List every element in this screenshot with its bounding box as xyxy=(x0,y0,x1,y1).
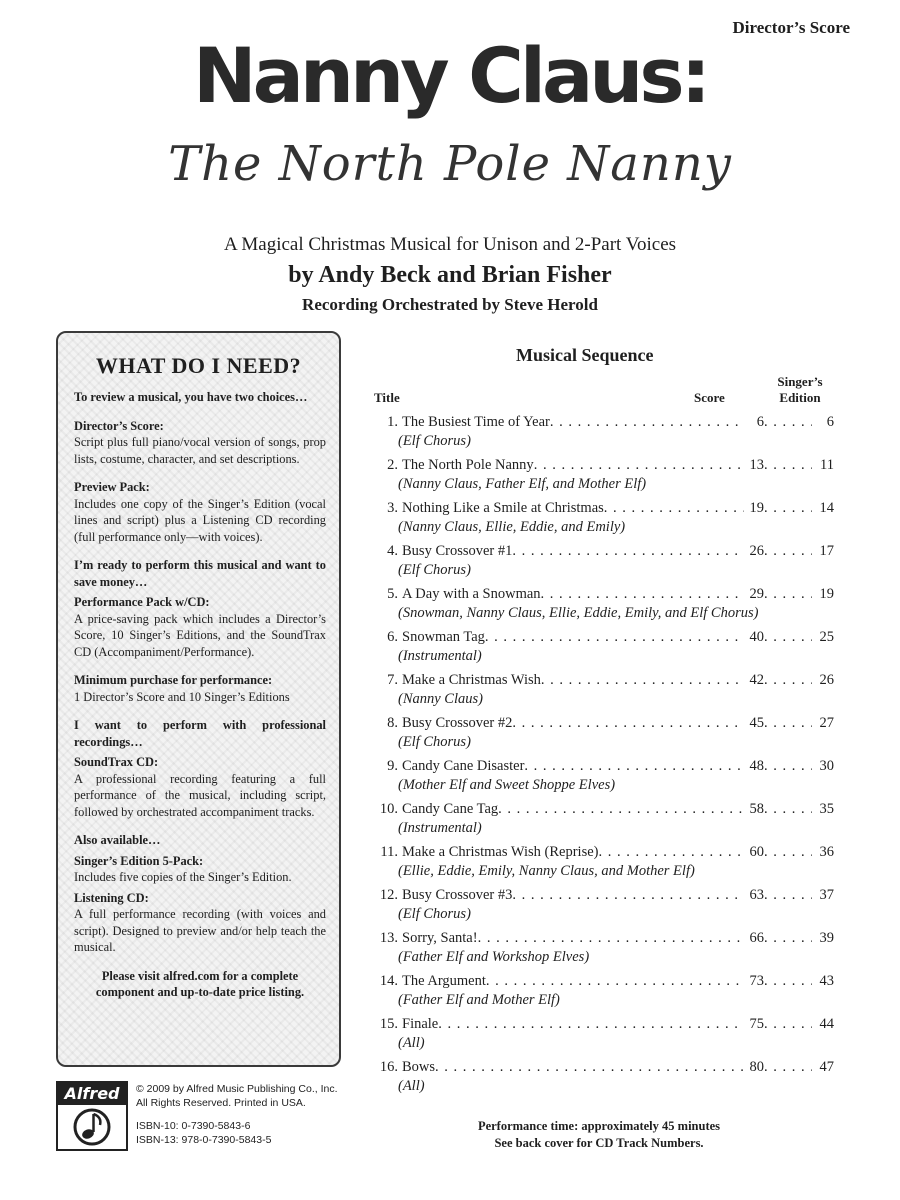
five-pack-head: Singer’s Edition 5-Pack: xyxy=(74,853,204,868)
sequence-entry xyxy=(374,1058,834,1096)
entry-performers: (All) xyxy=(398,1078,425,1094)
leader-dots xyxy=(764,886,812,905)
entry-score-page: 42 xyxy=(749,672,764,688)
entry-number: 7. xyxy=(387,672,398,688)
entry-performers: (Instrumental) xyxy=(398,648,482,664)
entry-title: Candy Cane Tag xyxy=(402,801,499,817)
also-available: Also available… xyxy=(74,833,161,847)
entry-singers-page: 37 xyxy=(819,887,834,903)
entry-number: 8. xyxy=(387,715,398,731)
entry-score-page: 48 xyxy=(749,758,764,774)
leader-dots xyxy=(498,800,744,819)
entry-number: 11. xyxy=(380,844,398,860)
entry-number: 16. xyxy=(379,1059,398,1075)
entry-number: 5. xyxy=(387,586,398,602)
entry-singers-page: 44 xyxy=(819,1016,834,1032)
entry-singers-page: 19 xyxy=(819,586,834,602)
entry-performers: (Elf Chorus) xyxy=(398,734,471,750)
entry-singers-page: 14 xyxy=(819,500,834,516)
entry-performers: (Father Elf and Workshop Elves) xyxy=(398,949,590,965)
entry-score-page: 66 xyxy=(749,930,764,946)
performance-pack-text: A price-saving pack which includes a Director’s Score, 10 Singer’s Editions, and the SoundTrax CD (Accompaniment/Performance). xyxy=(74,611,326,659)
sequence-entry xyxy=(374,800,834,838)
entry-title: The Busiest Time of Year xyxy=(402,414,550,430)
leader-dots xyxy=(764,757,812,776)
preview-pack-section xyxy=(74,479,326,545)
sequence-entry xyxy=(374,1015,834,1053)
sequence-entry xyxy=(374,843,834,881)
musical-sequence-title: Musical Sequence xyxy=(516,345,654,365)
logo-name: Alfred xyxy=(58,1083,126,1105)
soundtrax-section xyxy=(74,754,326,820)
entry-score-page: 19 xyxy=(749,500,764,516)
leader-dots xyxy=(485,628,744,647)
entry-score-page: 40 xyxy=(749,629,764,645)
leader-dots xyxy=(764,972,812,991)
entry-title: The Argument xyxy=(402,973,486,989)
entry-performers: (Ellie, Eddie, Emily, Nanny Claus, and Mother Elf) xyxy=(398,863,695,879)
entry-number: 9. xyxy=(387,758,398,774)
leader-dots xyxy=(764,456,812,475)
entry-score-page: 13 xyxy=(749,457,764,473)
entry-performers: (Elf Chorus) xyxy=(398,906,471,922)
leader-dots xyxy=(764,542,812,561)
entry-score-page: 6 xyxy=(756,414,764,430)
isbn-block xyxy=(136,1119,271,1147)
copyright-line2: All Rights Reserved. Printed in USA. xyxy=(136,1097,306,1109)
entry-score-page: 63 xyxy=(749,887,764,903)
performance-pack-section xyxy=(74,594,326,660)
entry-score-page: 60 xyxy=(749,844,764,860)
entry-performers: (Snowman, Nanny Claus, Ellie, Eddie, Emily, and Elf Chorus) xyxy=(398,605,759,621)
leader-dots xyxy=(541,671,744,690)
entry-performers: (Elf Chorus) xyxy=(398,433,471,449)
sequence-entry xyxy=(374,972,834,1010)
sequence-entry xyxy=(374,499,834,537)
entry-singers-page: 6 xyxy=(826,414,834,430)
box-body xyxy=(74,389,326,1013)
back-cover-note: See back cover for CD Track Numbers. xyxy=(494,1136,704,1150)
entry-number: 4. xyxy=(387,543,398,559)
musical-description: A Magical Christmas Musical for Unison and 2-Part Voices xyxy=(223,234,677,255)
directors-score-head: Director’s Score: xyxy=(74,418,164,433)
orchestration-credit: Recording Orchestrated by Steve Herold xyxy=(302,295,598,314)
listening-head: Listening CD: xyxy=(74,890,149,905)
sequence-entry xyxy=(374,628,834,666)
leader-dots xyxy=(604,499,744,518)
sequence-entry xyxy=(374,886,834,924)
entry-score-page: 26 xyxy=(749,543,764,559)
minimum-purchase-section xyxy=(74,672,326,705)
sequence-entry xyxy=(374,671,834,709)
entry-singers-page: 35 xyxy=(819,801,834,817)
performance-pack-head: Performance Pack w/CD: xyxy=(74,595,210,609)
isbn13: ISBN-13: 978-0-7390-5843-5 xyxy=(136,1134,272,1146)
entry-score-page: 75 xyxy=(749,1016,764,1032)
entry-title: The North Pole Nanny xyxy=(402,457,534,473)
entry-title: Candy Cane Disaster xyxy=(402,758,525,774)
col-header-score: Score xyxy=(694,390,725,405)
entry-performers: (Instrumental) xyxy=(398,820,482,836)
entry-title: Make a Christmas Wish (Reprise) xyxy=(402,844,599,860)
entry-number: 2. xyxy=(387,457,398,473)
performance-info xyxy=(374,1118,824,1152)
leader-dots xyxy=(478,929,744,948)
sequence-entry xyxy=(374,413,834,451)
entry-performers: (Nanny Claus, Father Elf, and Mother Elf) xyxy=(398,476,647,492)
what-do-i-need-box xyxy=(56,331,341,1067)
performance-time: Performance time: approximately 45 minutes xyxy=(477,1119,721,1133)
entry-singers-page: 30 xyxy=(819,758,834,774)
entry-score-page: 45 xyxy=(749,715,764,731)
sequence-entry xyxy=(374,456,834,494)
entry-singers-page: 43 xyxy=(819,973,834,989)
entry-number: 14. xyxy=(379,973,398,989)
leader-dots xyxy=(438,1015,744,1034)
leader-dots xyxy=(764,628,812,647)
leader-dots xyxy=(764,929,812,948)
professional-text: I want to perform with professional recordings… xyxy=(74,718,326,749)
soundtrax-text: A professional recording featuring a full performance of the musical, including script, followed by orchestrated accompaniment tracks. xyxy=(74,771,326,819)
entry-title: Sorry, Santa! xyxy=(402,930,478,946)
listening-cd-section xyxy=(74,890,326,956)
entry-performers: (Father Elf and Mother Elf) xyxy=(398,992,560,1008)
entry-singers-page: 47 xyxy=(819,1059,834,1075)
preview-pack-head: Preview Pack: xyxy=(74,480,150,494)
leader-dots xyxy=(764,1058,812,1077)
entry-title: Bows xyxy=(402,1059,436,1075)
page-subtitle: The North Pole Nanny xyxy=(168,136,732,192)
page-title: Nanny Claus: xyxy=(193,31,707,120)
sequence-entry xyxy=(374,714,834,752)
entry-singers-page: 25 xyxy=(819,629,834,645)
leader-dots xyxy=(550,413,744,432)
sequence-entry xyxy=(374,929,834,967)
five-pack-text: Includes five copies of the Singer’s Edition. xyxy=(74,870,292,884)
leader-dots xyxy=(534,456,744,475)
minimum-text: 1 Director’s Score and 10 Singer’s Editions xyxy=(74,689,290,704)
entry-performers: (Nanny Claus) xyxy=(398,691,483,707)
alfred-logo xyxy=(56,1081,128,1151)
entry-title: A Day with a Snowman xyxy=(402,586,541,602)
entry-number: 13. xyxy=(379,930,398,946)
directors-score-section xyxy=(74,418,326,468)
copyright-notice xyxy=(136,1082,338,1110)
entry-title: Finale xyxy=(402,1016,439,1032)
entry-number: 1. xyxy=(387,414,398,430)
entry-title: Snowman Tag xyxy=(402,629,485,645)
leader-dots xyxy=(764,714,812,733)
entry-score-page: 58 xyxy=(749,801,764,817)
entry-title: Busy Crossover #1 xyxy=(402,543,513,559)
entry-title: Nothing Like a Smile at Christmas xyxy=(402,500,604,516)
entry-singers-page: 27 xyxy=(819,715,834,731)
entry-number: 6. xyxy=(387,629,398,645)
sequence-entry xyxy=(374,542,834,580)
leader-dots xyxy=(764,1015,812,1034)
preview-pack-text: Includes one copy of the Singer’s Edition (vocal lines and script) plus a Listening CD recording (full performance only—with voices). xyxy=(74,496,326,544)
col-header-singers-line1: Singer’s xyxy=(777,374,823,389)
entry-score-page: 73 xyxy=(749,973,764,989)
leader-dots xyxy=(512,542,744,561)
leader-dots xyxy=(764,800,812,819)
entry-title: Busy Crossover #2 xyxy=(402,715,513,731)
leader-dots xyxy=(524,757,744,776)
col-header-singers-line2: Edition xyxy=(779,390,821,405)
entry-singers-page: 17 xyxy=(819,543,834,559)
isbn10: ISBN-10: 0-7390-5843-6 xyxy=(136,1120,251,1132)
leader-dots xyxy=(764,671,812,690)
leader-dots xyxy=(598,843,744,862)
col-header-title: Title xyxy=(374,390,400,405)
leader-dots xyxy=(512,714,744,733)
leader-dots xyxy=(764,585,812,604)
box-intro: To review a musical, you have two choices… xyxy=(74,390,308,404)
entry-title: Make a Christmas Wish xyxy=(402,672,541,688)
authors: by Andy Beck and Brian Fisher xyxy=(288,262,612,288)
score-type-label: Director’s Score xyxy=(732,18,850,37)
entry-number: 10. xyxy=(379,801,398,817)
entry-singers-page: 36 xyxy=(819,844,834,860)
entry-title: Busy Crossover #3 xyxy=(402,887,513,903)
sequence-entry xyxy=(374,585,834,623)
col-header-singers-edition xyxy=(770,374,830,406)
ready-text: I’m ready to perform this musical and want to save money… xyxy=(74,558,326,589)
box-heading: WHAT DO I NEED? xyxy=(95,353,302,378)
leader-dots xyxy=(512,886,744,905)
entry-number: 12. xyxy=(379,887,398,903)
entry-singers-page: 11 xyxy=(820,457,834,473)
directors-score-text: Script plus full piano/vocal version of songs, prop lists, costume, character, and set descriptions. xyxy=(74,435,326,466)
soundtrax-head: SoundTrax CD: xyxy=(74,755,159,769)
entry-singers-page: 39 xyxy=(819,930,834,946)
copyright-line1: © 2009 by Alfred Music Publishing Co., Inc. xyxy=(136,1083,338,1095)
leader-dots xyxy=(764,413,812,432)
entry-performers: (All) xyxy=(398,1035,425,1051)
visit-text: Please visit alfred.com for a complete component and up-to-date price listing. xyxy=(95,968,305,999)
minimum-head: Minimum purchase for performance: xyxy=(74,673,273,687)
entry-performers: (Nanny Claus, Ellie, Eddie, and Emily) xyxy=(398,519,626,535)
entry-performers: (Elf Chorus) xyxy=(398,562,471,578)
leader-dots xyxy=(486,972,744,991)
five-pack-section xyxy=(74,853,326,886)
sequence-entry xyxy=(374,757,834,795)
entry-score-page: 29 xyxy=(749,586,764,602)
listening-text: A full performance recording (with voices and script). Designed to preview and/or help teach the musical. xyxy=(74,907,326,954)
music-note-icon xyxy=(58,1105,126,1149)
leader-dots xyxy=(435,1058,744,1077)
leader-dots xyxy=(541,585,744,604)
entry-number: 3. xyxy=(387,500,398,516)
entry-singers-page: 26 xyxy=(819,672,834,688)
entry-number: 15. xyxy=(379,1016,398,1032)
entry-score-page: 80 xyxy=(749,1059,764,1075)
entry-performers: (Mother Elf and Sweet Shoppe Elves) xyxy=(398,777,616,793)
leader-dots xyxy=(764,843,812,862)
leader-dots xyxy=(764,499,812,518)
